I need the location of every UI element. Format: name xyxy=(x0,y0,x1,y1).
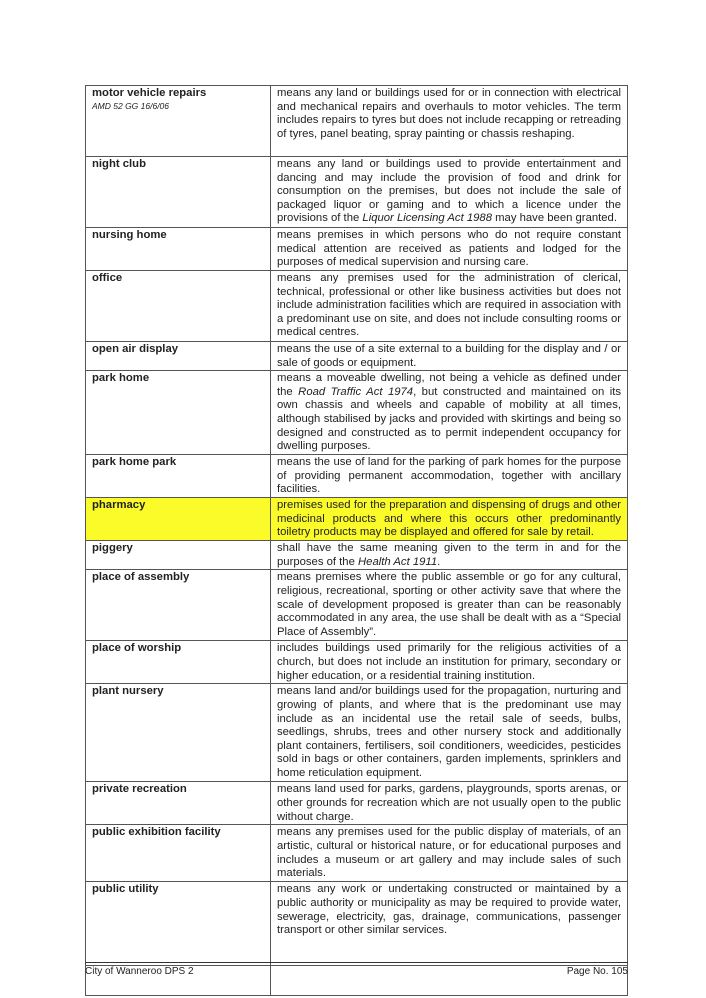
definition-text xyxy=(271,570,628,641)
definition-text-part: means any premises used for the public display of materials, of an artistic, cultural or historical nature, or for educational purposes and includes a museum or art gallery and may include sales of such materials. xyxy=(277,826,621,880)
definition-row xyxy=(86,684,628,782)
term-text: open air display xyxy=(92,343,179,355)
definition-row xyxy=(86,86,628,157)
act-title: Health Act 1911 xyxy=(358,555,438,568)
act-title: Liquor Licensing Act 1988 xyxy=(362,212,492,225)
term-text: place of assembly xyxy=(92,571,190,584)
definition-text xyxy=(271,271,628,342)
definition-text-part: means premises where the public assemble or go for any cultural, religious, recreational, sporting or other activity save that where the scale of development proposed is greater than can be reasonably accommodated in any area, the use shall be dealt with as a “Special Place of Assembly”. xyxy=(277,571,621,638)
footer-page-number: Page No. 105 xyxy=(566,966,628,977)
definition-text-part: means any land or buildings used for or in connection with electrical and mechanical repairs and overhauls to motor vehicles. The term includes repairs to tyres but does not include recapping or retreading of tyres, panel beating, spray painting or chassis reshaping. xyxy=(277,87,621,140)
definition-row xyxy=(86,570,628,641)
term-text: motor vehicle repairs xyxy=(92,87,207,99)
definition-text-part: means any work or undertaking constructed or maintained by a public authority or municipality as may be required to provide water, sewerage, electricity, gas, drainage, communications, passenger transport or other similar services. xyxy=(277,883,621,937)
definition-term xyxy=(86,882,271,966)
term-text: public exhibition facility xyxy=(92,826,221,839)
definition-text xyxy=(271,157,628,228)
definition-text xyxy=(271,825,628,882)
term-text: nursing home xyxy=(92,229,167,241)
definition-term xyxy=(86,641,271,684)
term-text: pharmacy xyxy=(92,499,146,512)
definition-text xyxy=(271,541,628,570)
definition-term xyxy=(86,371,271,455)
definition-text-part: shall have the same meaning given to the term in and for the purposes of the xyxy=(277,542,621,568)
definition-text xyxy=(271,455,628,498)
definition-text xyxy=(271,684,628,782)
definitions-table xyxy=(85,85,628,996)
definition-text-part: premises used for the preparation and dispensing of drugs and other medicinal products and where this occurs other predominantly toiletry products may be displayed and offered for sale by retail. xyxy=(277,499,621,539)
term-text: public utility xyxy=(92,883,159,896)
definition-term xyxy=(86,498,271,541)
definition-text-part: means any land or buildings used to provide entertainment and dancing and may include the provision of food and drink for consumption on the premises, but does not include the sale of packaged liquor or gaming and to which a licence under the provisions of the xyxy=(277,158,621,225)
definition-row xyxy=(86,157,628,228)
definition-text xyxy=(271,641,628,684)
definition-text xyxy=(271,782,628,825)
definition-row xyxy=(86,271,628,342)
definition-row xyxy=(86,342,628,371)
definition-text-part: means premises in which persons who do not require constant medical attention are received as patients and lodged for the purposes of medical supervision and nursing care. xyxy=(277,229,621,269)
definition-text-part: means land and/or buildings used for the propagation, nurturing and growing of plants, and where that is the predominant use may include as an incidental use the retail sale of seeds, bulbs, seedlings, shrubs, trees and other nursery stock and additionally plant containers, fertilisers, soil conditioners, weedicides, pesticides sold in bags or other containers, garden implements, sprinklers and home reticulation equipment. xyxy=(277,685,621,779)
term-text: park home park xyxy=(92,456,177,469)
definition-term xyxy=(86,157,271,228)
term-text: office xyxy=(92,272,123,284)
definition-row xyxy=(86,541,628,570)
definition-text-part: means the use of land for the parking of park homes for the purpose of providing permanent accommodation, together with ancillary facilities. xyxy=(277,456,621,496)
term-text: piggery xyxy=(92,542,133,555)
definition-term xyxy=(86,825,271,882)
definition-row xyxy=(86,371,628,455)
definition-text-part: means the use of a site external to a building for the display and / or sale of goods or equipment. xyxy=(277,343,621,369)
definition-row xyxy=(86,455,628,498)
definition-term xyxy=(86,228,271,271)
definition-term xyxy=(86,271,271,342)
amendment-note: AMD 52 GG 16/6/06 xyxy=(92,100,170,111)
definitions-body xyxy=(86,86,628,996)
definition-row xyxy=(86,641,628,684)
definition-text xyxy=(271,498,628,541)
definition-text-part: may have been granted. xyxy=(492,212,617,225)
definition-row xyxy=(86,825,628,882)
term-text: plant nursery xyxy=(92,685,164,698)
term-text: night club xyxy=(92,158,146,170)
definition-text xyxy=(271,86,628,157)
definition-text xyxy=(271,371,628,455)
definition-term xyxy=(86,455,271,498)
term-text: place of worship xyxy=(92,642,182,655)
footer-rule xyxy=(85,962,628,963)
definition-term xyxy=(86,782,271,825)
definition-text-part: means any premises used for the administration of clerical, technical, professional or other like business activities but does not include administration facilities which are required in association with a predominant use on site, and does not include consulting rooms or medical centres. xyxy=(277,272,621,339)
footer-left: City of Wanneroo DPS 2 xyxy=(85,966,194,977)
definition-row xyxy=(86,882,628,966)
definition-text-part: includes buildings used primarily for the religious activities of a church, but does not include an institution for primary, secondary or higher education, or a residential training institution. xyxy=(277,642,621,682)
definition-text xyxy=(271,342,628,371)
definition-term xyxy=(86,541,271,570)
definition-term xyxy=(86,342,271,371)
definition-row xyxy=(86,782,628,825)
definition-text-part: means land used for parks, gardens, playgrounds, sports arenas, or other grounds for recreation which are not usually open to the public without charge. xyxy=(277,783,621,823)
term-text: park home xyxy=(92,372,150,385)
definition-term xyxy=(86,684,271,782)
definition-row xyxy=(86,498,628,541)
definition-text-part: . xyxy=(437,555,441,568)
act-title: Road Traffic Act 1974 xyxy=(298,385,414,398)
term-text: private recreation xyxy=(92,783,187,796)
definition-text-part: , but constructed and maintained on its own chassis and wheels and capable of mobility at all times, although stabilised by jacks and provided with skirtings and being so designed and constructed as to permit independent occupancy for dwelling purposes. xyxy=(277,385,621,453)
definition-text-part: means a moveable dwelling, not being a vehicle as defined under the xyxy=(277,372,621,398)
definition-text xyxy=(271,228,628,271)
definition-term xyxy=(86,570,271,641)
definition-row xyxy=(86,228,628,271)
definition-term xyxy=(86,86,271,157)
definition-text xyxy=(271,882,628,966)
